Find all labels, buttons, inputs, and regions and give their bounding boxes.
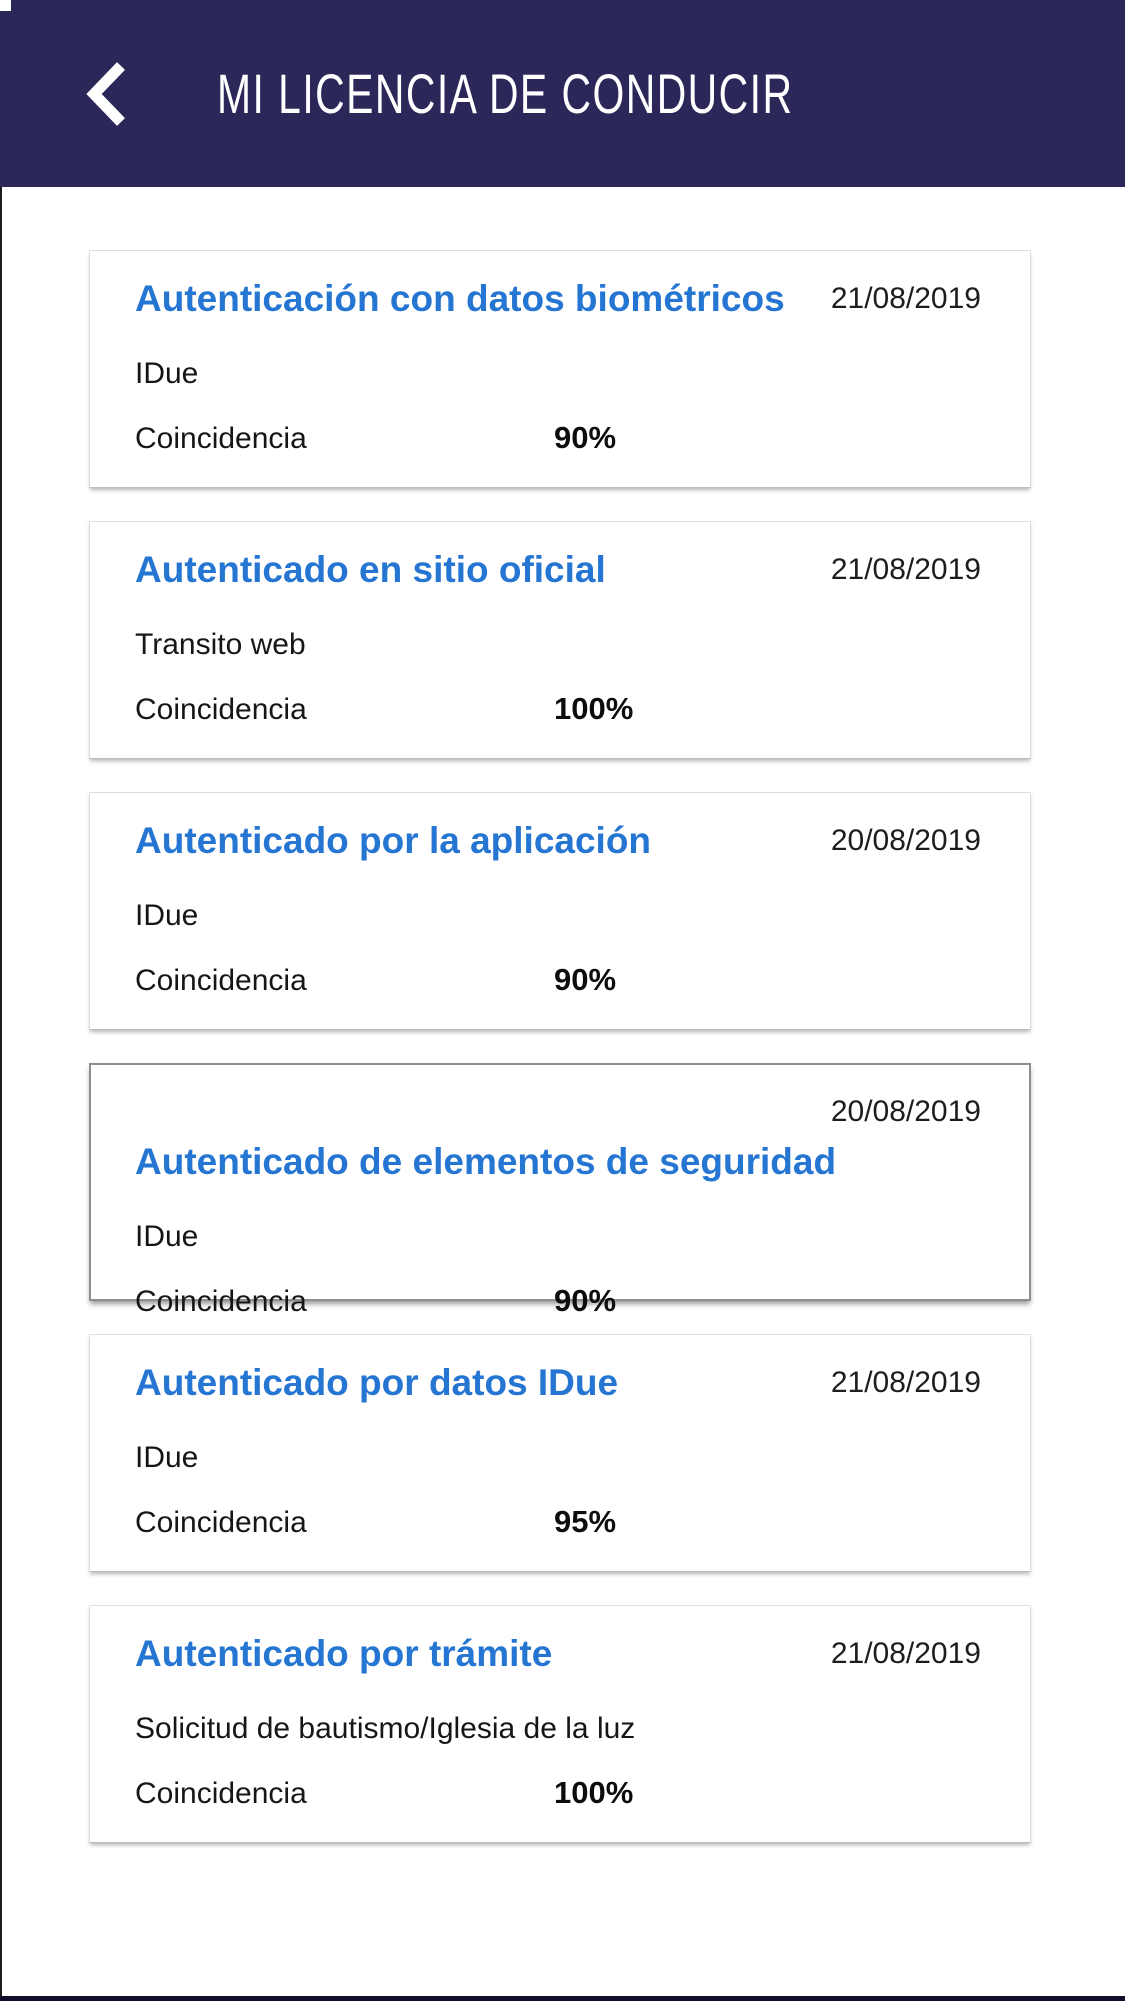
- match-label: Coincidencia: [135, 693, 307, 726]
- app-header: [0, 0, 1125, 187]
- card-title-row: [135, 1358, 981, 1416]
- match-value: 90%: [554, 962, 617, 997]
- card-date: 20/08/2019: [830, 824, 981, 857]
- match-label: Coincidencia: [135, 964, 307, 997]
- match-value: 90%: [554, 420, 617, 455]
- card-source: Solicitud de bautismo/Iglesia de la luz: [135, 1712, 636, 1745]
- card-date: 21/08/2019: [830, 282, 981, 315]
- card-date: 21/08/2019: [830, 1637, 981, 1670]
- card-title: Autenticación con datos biométricos: [135, 278, 785, 319]
- auth-card-security-elements[interactable]: [89, 1063, 1031, 1318]
- page-title: MI LICENCIA DE CONDUCIR: [217, 62, 794, 125]
- bottom-edge-bar: [0, 1996, 1125, 2001]
- match-value: 95%: [554, 1504, 617, 1539]
- card-title-row: [135, 1629, 981, 1687]
- auth-card-procedure[interactable]: [89, 1605, 1031, 1843]
- card-title: Autenticado por datos IDue: [135, 1362, 619, 1403]
- card-title: Autenticado por la aplicación: [135, 820, 652, 861]
- card-match-row: [135, 691, 981, 727]
- card-title-row: [135, 1087, 981, 1195]
- authentication-event-list: [0, 187, 1125, 1843]
- card-source: Transito web: [135, 628, 306, 661]
- card-match-row: [135, 1775, 981, 1811]
- card-title: Autenticado en sitio oficial: [135, 549, 606, 590]
- chevron-left-icon: [86, 60, 128, 128]
- card-source: IDue: [135, 1441, 199, 1474]
- back-button[interactable]: [85, 59, 129, 129]
- card-match-row: [135, 1283, 981, 1319]
- card-match-row: [135, 420, 981, 456]
- match-label: Coincidencia: [135, 1777, 307, 1810]
- card-match-row: [135, 1504, 981, 1540]
- auth-card-idue-data[interactable]: [89, 1334, 1031, 1572]
- screen-corner-artifact: [0, 0, 11, 11]
- card-date: 21/08/2019: [830, 1366, 981, 1399]
- auth-card-application[interactable]: [89, 792, 1031, 1030]
- match-value: 100%: [554, 1775, 634, 1810]
- card-title-row: [135, 816, 981, 874]
- auth-card-biometrics[interactable]: [89, 250, 1031, 488]
- card-title-row: [135, 274, 981, 332]
- card-date: 21/08/2019: [830, 553, 981, 586]
- match-value: 100%: [554, 691, 634, 726]
- card-date: 20/08/2019: [830, 1095, 981, 1128]
- card-source: IDue: [135, 1220, 199, 1253]
- card-title-row: [135, 545, 981, 603]
- match-label: Coincidencia: [135, 1285, 307, 1318]
- card-title: Autenticado de elementos de seguridad: [135, 1141, 837, 1182]
- auth-card-official-site[interactable]: [89, 521, 1031, 759]
- screen-edge-line: [0, 187, 2, 2001]
- card-source: IDue: [135, 899, 199, 932]
- match-label: Coincidencia: [135, 1506, 307, 1539]
- match-value: 90%: [554, 1283, 617, 1318]
- card-source: IDue: [135, 357, 199, 390]
- match-label: Coincidencia: [135, 422, 307, 455]
- card-match-row: [135, 962, 981, 998]
- card-title: Autenticado por trámite: [135, 1633, 553, 1674]
